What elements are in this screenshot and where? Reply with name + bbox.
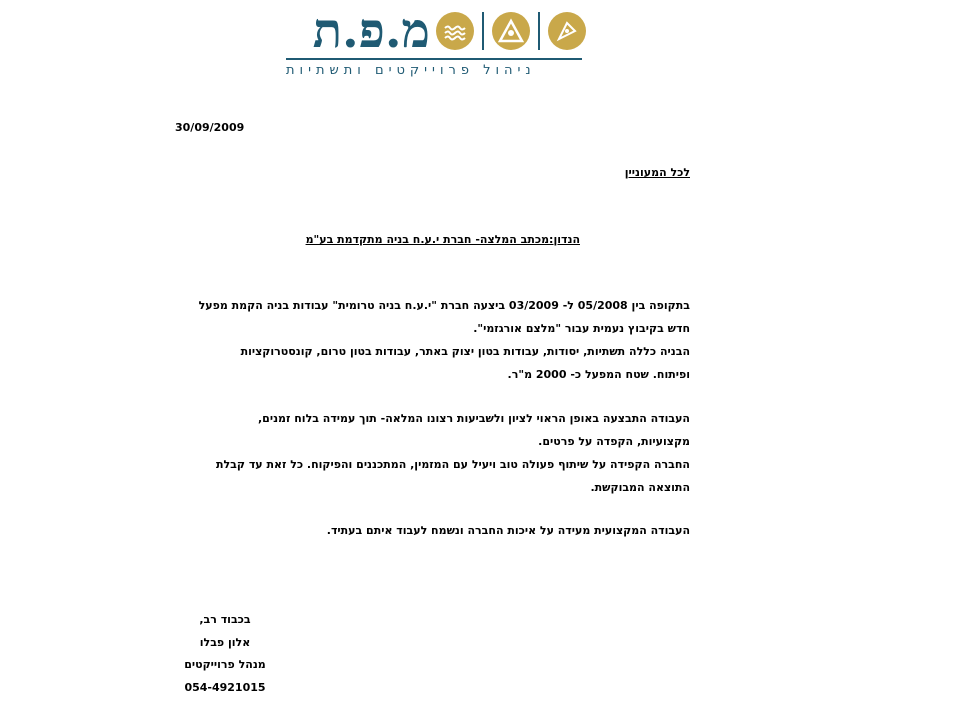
- body-line: החברה הקפידה על שיתוף פעולה טוב ויעיל עם המזמין, המתכננים והפיקוח. כל זאת עד קבלת: [216, 458, 690, 471]
- greeting: לכל המעוניין: [624, 166, 690, 179]
- triangle-icon: [492, 12, 530, 50]
- body-line: חדש בקיבוץ נעמית עבור "מלצם אורגזמי".: [473, 322, 690, 335]
- logo-divider: [538, 12, 540, 50]
- waves-icon: [436, 12, 474, 50]
- body-line: מקצועיות, הקפדה על פרטים.: [538, 435, 690, 448]
- body-line: ופיתוח. שטח המפעל כ- 2000 מ"ר.: [507, 368, 690, 381]
- pen-nib-icon: [548, 12, 586, 50]
- body-line: העבודה המקצועית מעידה על איכות החברה ונשמח לעבוד איתם בעתיד.: [326, 524, 690, 537]
- signature-phone: 054-4921015: [184, 681, 266, 694]
- body-line: העבודה התבצעה באופן הראוי לציון ולשביעות רצונו המלאה- תוך עמידה בלוח זמנים,: [258, 412, 690, 425]
- company-logo: [286, 3, 586, 78]
- letter-date: 30/09/2009: [175, 121, 245, 134]
- body-line: התוצאה המבוקשת.: [590, 481, 690, 494]
- logo-divider: [482, 12, 484, 50]
- body-line: בתקופה בין 05/2008 ל- 03/2009 ביצעה חברת "י.ע.ח בניה טרומית" עבודות בניה הקמת מפעל: [198, 299, 690, 312]
- logo-tagline: ניהול פרוייקטים ותשתיות: [286, 58, 582, 78]
- logo-mark: [286, 3, 586, 59]
- subject-line: הנדון:מכתב המלצה- חברת י.ע.ח בניה מתקדמת בע"מ: [305, 233, 580, 246]
- signature-name: אלון פבלו: [199, 636, 251, 649]
- logo-wordmark: מ.פ.ת: [312, 3, 430, 59]
- body-line: הבניה כללה תשתיות, יסודות, עבודות בטון יצוק באתר, עבודות בטון טרום, קונסטרוקציות: [240, 345, 690, 358]
- signature-title: מנהל פרוייקטים: [184, 658, 266, 671]
- signature-closing: בכבוד רב,: [199, 613, 251, 626]
